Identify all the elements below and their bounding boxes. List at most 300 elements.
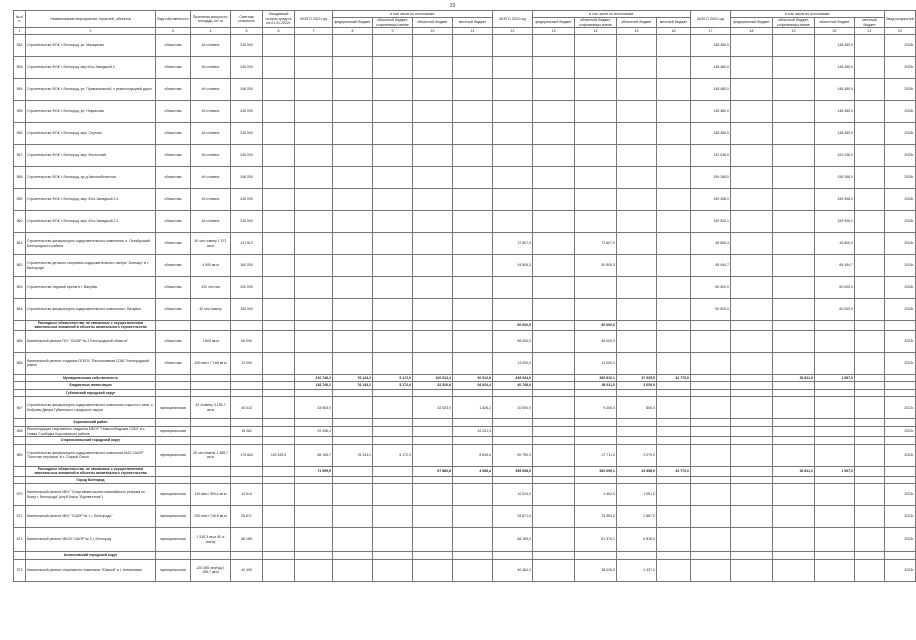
- table-cell: [773, 255, 815, 277]
- table-cell: [731, 559, 773, 581]
- table-cell: 572: [14, 528, 26, 552]
- table-cell: [773, 321, 815, 331]
- column-number: 16: [657, 28, 691, 35]
- table-cell: 1 828,2: [453, 397, 493, 419]
- table-cell: [773, 145, 815, 167]
- table-cell: [493, 299, 533, 321]
- table-cell: 10 514,0: [493, 484, 533, 506]
- table-cell: [617, 437, 657, 445]
- table-cell: областная: [156, 299, 191, 321]
- table-cell: [657, 189, 691, 211]
- table-cell: [575, 299, 617, 321]
- table-cell: 148 480,0: [691, 57, 731, 79]
- table-cell: [156, 466, 191, 476]
- header-col-4: Проектная мощность, площадь, шт. ш: [191, 11, 231, 28]
- column-number: 15: [617, 28, 657, 35]
- table-cell: [295, 330, 333, 352]
- table-cell: [855, 255, 885, 277]
- column-number: 10: [413, 28, 453, 35]
- table-cell: [731, 374, 773, 382]
- header-col-11: местный бюджет: [453, 18, 493, 28]
- table-cell: 159 268,0: [815, 189, 855, 211]
- table-cell: [373, 57, 413, 79]
- table-cell: [885, 419, 916, 427]
- header-col-17: ВСЕГО 2024 год: [691, 11, 731, 28]
- table-cell: [263, 559, 295, 581]
- table-cell: [333, 233, 373, 255]
- table-cell: [657, 559, 691, 581]
- table-cell: [373, 299, 413, 321]
- table-cell: 1 051,0: [617, 484, 657, 506]
- table-cell: 192 036,0: [815, 145, 855, 167]
- table-cell: [855, 57, 885, 79]
- table-cell: [263, 437, 295, 445]
- table-cell: [691, 352, 731, 374]
- table-cell: [533, 419, 575, 427]
- table-row: [14, 374, 916, 382]
- table-cell: [373, 277, 413, 299]
- table-cell: [413, 189, 453, 211]
- column-number: 3: [156, 28, 191, 35]
- table-cell: 32 770,0: [657, 466, 691, 476]
- table-cell: [493, 123, 533, 145]
- table-cell: 1 515,3 кв.м 40 ч/смену: [191, 528, 231, 552]
- table-row: [14, 330, 916, 352]
- table-cell: [373, 426, 413, 437]
- table-cell: Губкинский городской округ: [26, 389, 156, 397]
- table-cell: [731, 397, 773, 419]
- table-cell: 100 513,4: [413, 374, 453, 382]
- table-cell: [855, 528, 885, 552]
- table-cell: [191, 437, 231, 445]
- table-cell: [691, 476, 731, 484]
- column-number-row: [14, 28, 916, 35]
- table-cell: Капитальный ремонт МБОУ СШОР № 3 г. Белгород: [26, 528, 156, 552]
- table-cell: [413, 484, 453, 506]
- table-row: [14, 559, 916, 581]
- table-cell: 554: [14, 79, 26, 101]
- column-number: 6: [263, 28, 295, 35]
- table-cell: [156, 382, 191, 390]
- table-cell: [731, 382, 773, 390]
- table-cell: 570: [14, 484, 26, 506]
- table-cell: [617, 57, 657, 79]
- table-cell: [815, 382, 855, 390]
- investment-table: [13, 10, 916, 582]
- table-cell: [413, 255, 453, 277]
- table-cell: [191, 426, 231, 437]
- table-cell: 13 000,0: [575, 352, 617, 374]
- table-cell: 56 000: [231, 330, 263, 352]
- header-group-2023: в том числе по источникам:: [533, 11, 691, 18]
- table-cell: 573: [14, 559, 26, 581]
- table-cell: [773, 79, 815, 101]
- table-cell: Капитальный ремонт стадиона ОГБОУ "Бессоновская СОШ" Белгородский район: [26, 352, 156, 374]
- table-cell: Строительство ФОК г. Белгород, пр-д Автомобилистов: [26, 167, 156, 189]
- table-cell: [156, 374, 191, 382]
- table-cell: 40 чел./смену 1 371 кв.м: [191, 233, 231, 255]
- table-cell: [413, 426, 453, 437]
- table-cell: [617, 419, 657, 427]
- table-cell: [533, 559, 575, 581]
- table-cell: [731, 277, 773, 299]
- table-row: [14, 211, 916, 233]
- table-cell: [885, 437, 916, 445]
- table-cell: [773, 189, 815, 211]
- header-col-13: федеральный бюджет: [533, 18, 575, 28]
- table-cell: [731, 389, 773, 397]
- table-cell: [453, 35, 493, 57]
- table-cell: 32 520,6: [413, 382, 453, 390]
- table-cell: 60 000,0: [493, 321, 533, 331]
- table-cell: [617, 476, 657, 484]
- table-cell: [333, 419, 373, 427]
- table-cell: [657, 552, 691, 560]
- table-cell: [855, 426, 885, 437]
- table-cell: Строительство детского спортивно-оздоровительного лагеря "Альтаир" в г. Белгороде: [26, 255, 156, 277]
- table-row: [14, 484, 916, 506]
- table-cell: 60 000,0: [815, 277, 855, 299]
- table-cell: [691, 321, 731, 331]
- table-cell: [815, 484, 855, 506]
- table-cell: Строительство ФОК г. Белгород, ул. Некрасова: [26, 101, 156, 123]
- table-cell: [575, 211, 617, 233]
- table-cell: Реконструкция спортивного стадиона МБОУ "Новослободская СОШ" в с. Новая Слободка Корочанского района: [26, 426, 156, 437]
- table-cell: [533, 382, 575, 390]
- table-cell: 64 ч/смена: [191, 101, 231, 123]
- table-cell: 6 818,9: [617, 528, 657, 552]
- table-cell: Капитальный ремонт спортивного комплекса "Южный" в г. Алексеевка: [26, 559, 156, 581]
- table-cell: 12 000: [231, 352, 263, 374]
- table-cell: [815, 397, 855, 419]
- table-cell: [14, 374, 26, 382]
- table-cell: 138 748,2: [295, 382, 333, 390]
- table-cell: [263, 299, 295, 321]
- table-cell: [731, 255, 773, 277]
- table-cell: [691, 419, 731, 427]
- table-cell: [263, 419, 295, 427]
- table-cell: 396 058,0: [493, 466, 533, 476]
- table-cell: [373, 101, 413, 123]
- table-cell: [657, 57, 691, 79]
- table-cell: [657, 437, 691, 445]
- table-cell: [156, 437, 191, 445]
- table-cell: 4 068,4: [453, 466, 493, 476]
- table-cell: 29 396,4: [295, 426, 333, 437]
- table-cell: [773, 330, 815, 352]
- column-number: 4: [191, 28, 231, 35]
- table-cell: 68 189: [231, 528, 263, 552]
- table-cell: [617, 552, 657, 560]
- table-cell: [453, 437, 493, 445]
- table-cell: [617, 330, 657, 352]
- table-cell: 120 чел./см: [191, 277, 231, 299]
- table-cell: областная: [156, 57, 191, 79]
- table-cell: [413, 299, 453, 321]
- table-cell: областная: [156, 145, 191, 167]
- table-cell: [533, 79, 575, 101]
- table-cell: 60 000,0: [691, 277, 731, 299]
- table-cell: [657, 476, 691, 484]
- table-cell: Город Белгород: [26, 476, 156, 484]
- table-cell: [731, 79, 773, 101]
- table-cell: [295, 57, 333, 79]
- table-cell: [815, 528, 855, 552]
- table-cell: [617, 123, 657, 145]
- table-cell: муниципальная: [156, 559, 191, 581]
- table-cell: [773, 559, 815, 581]
- table-cell: [855, 352, 885, 374]
- table-cell: [617, 255, 657, 277]
- table-cell: [453, 559, 493, 581]
- table-cell: 2025г.: [885, 35, 916, 57]
- table-cell: 3 079,0: [617, 444, 657, 466]
- table-cell: [855, 79, 885, 101]
- table-cell: [413, 167, 453, 189]
- table-cell: [657, 167, 691, 189]
- table-cell: [453, 189, 493, 211]
- table-cell: 563: [14, 277, 26, 299]
- table-cell: [453, 211, 493, 233]
- header-col-21: местный бюджет: [855, 18, 885, 28]
- table-cell: 555: [14, 101, 26, 123]
- table-cell: [263, 277, 295, 299]
- table-cell: [617, 299, 657, 321]
- table-cell: [815, 444, 855, 466]
- table-cell: [657, 419, 691, 427]
- table-cell: [533, 211, 575, 233]
- table-cell: [773, 397, 815, 419]
- table-cell: [731, 466, 773, 476]
- table-cell: [263, 79, 295, 101]
- table-cell: [263, 145, 295, 167]
- table-cell: [731, 233, 773, 255]
- table-cell: [493, 277, 533, 299]
- table-cell: [453, 277, 493, 299]
- table-cell: [295, 299, 333, 321]
- table-cell: областная: [156, 277, 191, 299]
- table-cell: 800,0: [617, 397, 657, 419]
- page-number: 29: [449, 3, 456, 9]
- table-cell: [773, 211, 815, 233]
- table-cell: [533, 484, 575, 506]
- table-cell: 40 490: [231, 559, 263, 581]
- table-cell: [413, 552, 453, 560]
- table-cell: муниципальная: [156, 484, 191, 506]
- table-cell: 567: [14, 397, 26, 419]
- table-cell: 3 039,0: [617, 382, 657, 390]
- table-cell: Капитальный ремонт МБУ "СШОР № 1 г. Белгорода": [26, 506, 156, 528]
- table-cell: [773, 299, 815, 321]
- table-cell: 552: [14, 35, 26, 57]
- table-cell: [413, 419, 453, 427]
- table-cell: [263, 57, 295, 79]
- table-cell: [295, 101, 333, 123]
- header-col-18: федеральный бюджет: [731, 18, 773, 28]
- table-cell: [453, 321, 493, 331]
- table-cell: 64 ч/смена: [191, 35, 231, 57]
- table-cell: 33 958,9: [617, 466, 657, 476]
- table-cell: 2 437,0: [617, 559, 657, 581]
- table-cell: [657, 352, 691, 374]
- table-row: [14, 57, 916, 79]
- table-cell: [885, 382, 916, 390]
- table-cell: [493, 476, 533, 484]
- table-cell: 5 172,0: [373, 382, 413, 390]
- table-cell: [691, 466, 731, 476]
- table-cell: [731, 476, 773, 484]
- table-cell: 15 262: [231, 426, 263, 437]
- table-cell: [295, 484, 333, 506]
- table-cell: [855, 559, 885, 581]
- table-cell: 569: [14, 444, 26, 466]
- table-cell: [533, 476, 575, 484]
- column-number: 2: [26, 28, 156, 35]
- table-cell: [191, 466, 231, 476]
- table-cell: [855, 321, 885, 331]
- column-number: 14: [575, 28, 617, 35]
- table-cell: [617, 352, 657, 374]
- table-cell: [263, 123, 295, 145]
- table-cell: [773, 552, 815, 560]
- table-cell: [533, 466, 575, 476]
- table-cell: [333, 211, 373, 233]
- table-cell: [815, 476, 855, 484]
- table-cell: [263, 101, 295, 123]
- table-cell: 246 000: [231, 211, 263, 233]
- table-cell: 65 494,7: [815, 255, 855, 277]
- table-cell: муниципальная: [156, 506, 191, 528]
- table-cell: 36 911,0: [575, 382, 617, 390]
- table-cell: [231, 321, 263, 331]
- table-cell: Строительство физкультурно-оздоровительного комплекса, п. Октябрьский Белгородского района: [26, 233, 156, 255]
- table-cell: 10 514: [231, 484, 263, 506]
- header-col-22: Ввод мощностей: [885, 11, 916, 28]
- table-cell: [453, 552, 493, 560]
- table-cell: [191, 389, 231, 397]
- table-cell: 64 ч/смена: [191, 57, 231, 79]
- table-cell: [617, 35, 657, 57]
- table-cell: [156, 321, 191, 331]
- table-cell: [14, 382, 26, 390]
- table-cell: [773, 444, 815, 466]
- table-cell: [575, 35, 617, 57]
- table-cell: 2023г.: [885, 330, 916, 352]
- table-cell: [295, 167, 333, 189]
- table-cell: 553: [14, 57, 26, 79]
- column-number: 8: [333, 28, 373, 35]
- table-cell: [657, 389, 691, 397]
- table-cell: [413, 559, 453, 581]
- table-cell: 2025г.: [885, 299, 916, 321]
- table-cell: [373, 321, 413, 331]
- table-cell: [815, 437, 855, 445]
- table-cell: [453, 389, 493, 397]
- table-cell: [691, 528, 731, 552]
- table-cell: [373, 167, 413, 189]
- table-cell: 148 480,0: [691, 35, 731, 57]
- table-cell: [295, 506, 333, 528]
- header-col-20: областной бюджет: [815, 18, 855, 28]
- table-cell: [575, 123, 617, 145]
- table-cell: [773, 101, 815, 123]
- table-cell: [231, 389, 263, 397]
- table-cell: [855, 277, 885, 299]
- table-cell: [855, 552, 885, 560]
- table-cell: областная: [156, 352, 191, 374]
- table-cell: 557: [14, 145, 26, 167]
- table-cell: [731, 330, 773, 352]
- table-cell: [731, 321, 773, 331]
- table-cell: 362 099,1: [575, 466, 617, 476]
- table-cell: 566: [14, 352, 26, 374]
- table-cell: [657, 123, 691, 145]
- table-cell: областная: [156, 101, 191, 123]
- table-cell: 150 000: [231, 299, 263, 321]
- table-cell: [373, 330, 413, 352]
- table-cell: [295, 277, 333, 299]
- table-cell: 159 268,0: [691, 189, 731, 211]
- table-cell: [263, 528, 295, 552]
- table-cell: [295, 35, 333, 57]
- column-number: 19: [773, 28, 815, 35]
- table-cell: [815, 389, 855, 397]
- table-cell: [373, 233, 413, 255]
- table-cell: [333, 167, 373, 189]
- table-cell: [493, 389, 533, 397]
- table-cell: 76 143,2: [333, 444, 373, 466]
- table-cell: [691, 484, 731, 506]
- table-cell: [263, 382, 295, 390]
- table-cell: 64 ч/смена: [191, 167, 231, 189]
- table-cell: [413, 528, 453, 552]
- table-cell: [263, 389, 295, 397]
- table-cell: [773, 426, 815, 437]
- table-cell: [855, 299, 885, 321]
- table-cell: [413, 57, 453, 79]
- table-cell: [533, 397, 575, 419]
- header-col-1: № п/п: [14, 11, 26, 28]
- table-cell: Расходные обязательства, не связанные с осуществлением капитальных вложений в объекты капитального строительства: [26, 466, 156, 476]
- table-cell: 2023г.: [885, 444, 916, 466]
- table-row: [14, 528, 916, 552]
- table-cell: [731, 189, 773, 211]
- table-cell: [413, 277, 453, 299]
- table-cell: Корочанский район: [26, 419, 156, 427]
- table-cell: [333, 506, 373, 528]
- table-cell: [453, 506, 493, 528]
- table-cell: [493, 189, 533, 211]
- table-cell: [691, 426, 731, 437]
- table-cell: [413, 145, 453, 167]
- table-cell: [773, 277, 815, 299]
- table-cell: [815, 352, 855, 374]
- table-cell: [885, 466, 916, 476]
- table-cell: [263, 167, 295, 189]
- table-cell: [333, 189, 373, 211]
- table-cell: [657, 277, 691, 299]
- table-cell: Капитальный ремонт ГБУ "СШОР № 2 Белгородской области": [26, 330, 156, 352]
- table-cell: областная: [156, 233, 191, 255]
- table-cell: [533, 233, 575, 255]
- table-cell: 2023г.: [885, 559, 916, 581]
- table-cell: [191, 321, 231, 331]
- table-cell: [855, 101, 885, 123]
- table-cell: [373, 189, 413, 211]
- table-cell: 148 480,0: [815, 79, 855, 101]
- table-cell: [731, 145, 773, 167]
- table-cell: [885, 476, 916, 484]
